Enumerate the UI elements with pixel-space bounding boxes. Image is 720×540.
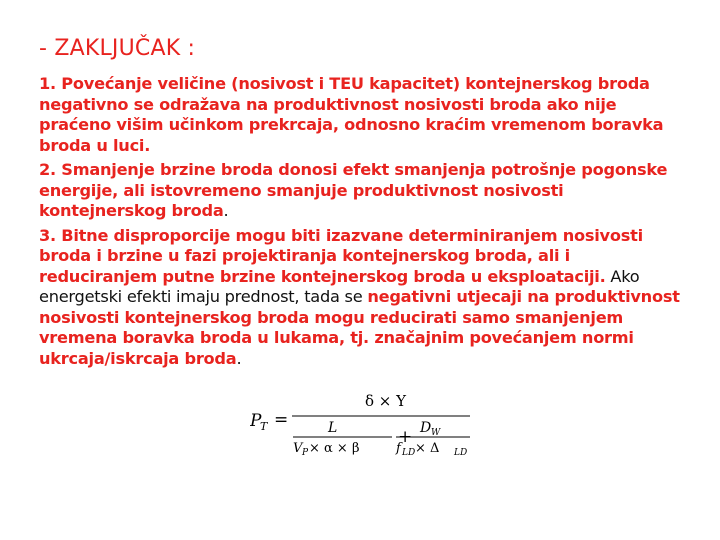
term2-den-mid: × Δ (415, 441, 440, 456)
item-2-text: 2. Smanjenje brzine broda donosi efekt smanjenja potrošnje pogonske energije, ali istovremeno smanjuje produktivnost nosivosti kontejnerskog broda (39, 160, 668, 220)
formula-lhs-sub: T (260, 420, 268, 433)
conclusion-item-2 (39, 160, 689, 222)
conclusion-item-1 (39, 74, 689, 156)
term2-den-f: f (396, 441, 401, 456)
item-3-period: . (236, 348, 242, 368)
term1-den-v-sub: P (302, 448, 309, 458)
item-3-text-b: Ako energetski efekti imaju prednost, tada se (39, 266, 640, 306)
term1-numerator: L (328, 420, 338, 436)
item-2-period: . (223, 201, 229, 220)
term2-den-f-sub: LD (402, 448, 416, 458)
item-3-text-c: negativni utjecaji na produktivnost nosivosti kontejnerskog broda mogu reducirati samo smanjenjem vremena boravka broda u lukama, tj. značajnim povećanjem normi ukrcaja/iskrcaja broda (39, 287, 680, 368)
formula-plus: + (398, 427, 413, 447)
formula-lhs: P (250, 411, 262, 431)
term1-den-rest: × α × β (309, 441, 360, 456)
term1-den-v: V (293, 441, 303, 456)
formula-numerator: δ × Y (365, 392, 407, 410)
item-1-text: 1. Povećanje veličine (nosivost i TEU kapacitet) kontejnerskog broda negativno se odražava na produktivnost nosivosti broda ako nije praćeno višim učinkom prekrcaja, odnosno kraćim vremenom boravka broda u luci. (39, 74, 664, 155)
term2-numerator: D (420, 420, 432, 436)
conclusion-item-3 (39, 226, 689, 370)
formula-equals: = (274, 410, 289, 430)
conclusion-list (39, 74, 689, 373)
term2-numerator-sub: W (431, 428, 441, 438)
item-3-text-a: 3. Bitne disproporcije mogu biti izazvane determiniranjem nosivosti broda i brzine u fazi projektiranja kontejnerskog broda, ali i reduciranjem putne brzine kontejnerskog broda u eksploataciji. (39, 225, 643, 286)
term2-den-d-sub: LD (454, 448, 468, 458)
productivity-formula (250, 388, 490, 460)
slide-title: - ZAKLJUČAK : (39, 36, 196, 61)
